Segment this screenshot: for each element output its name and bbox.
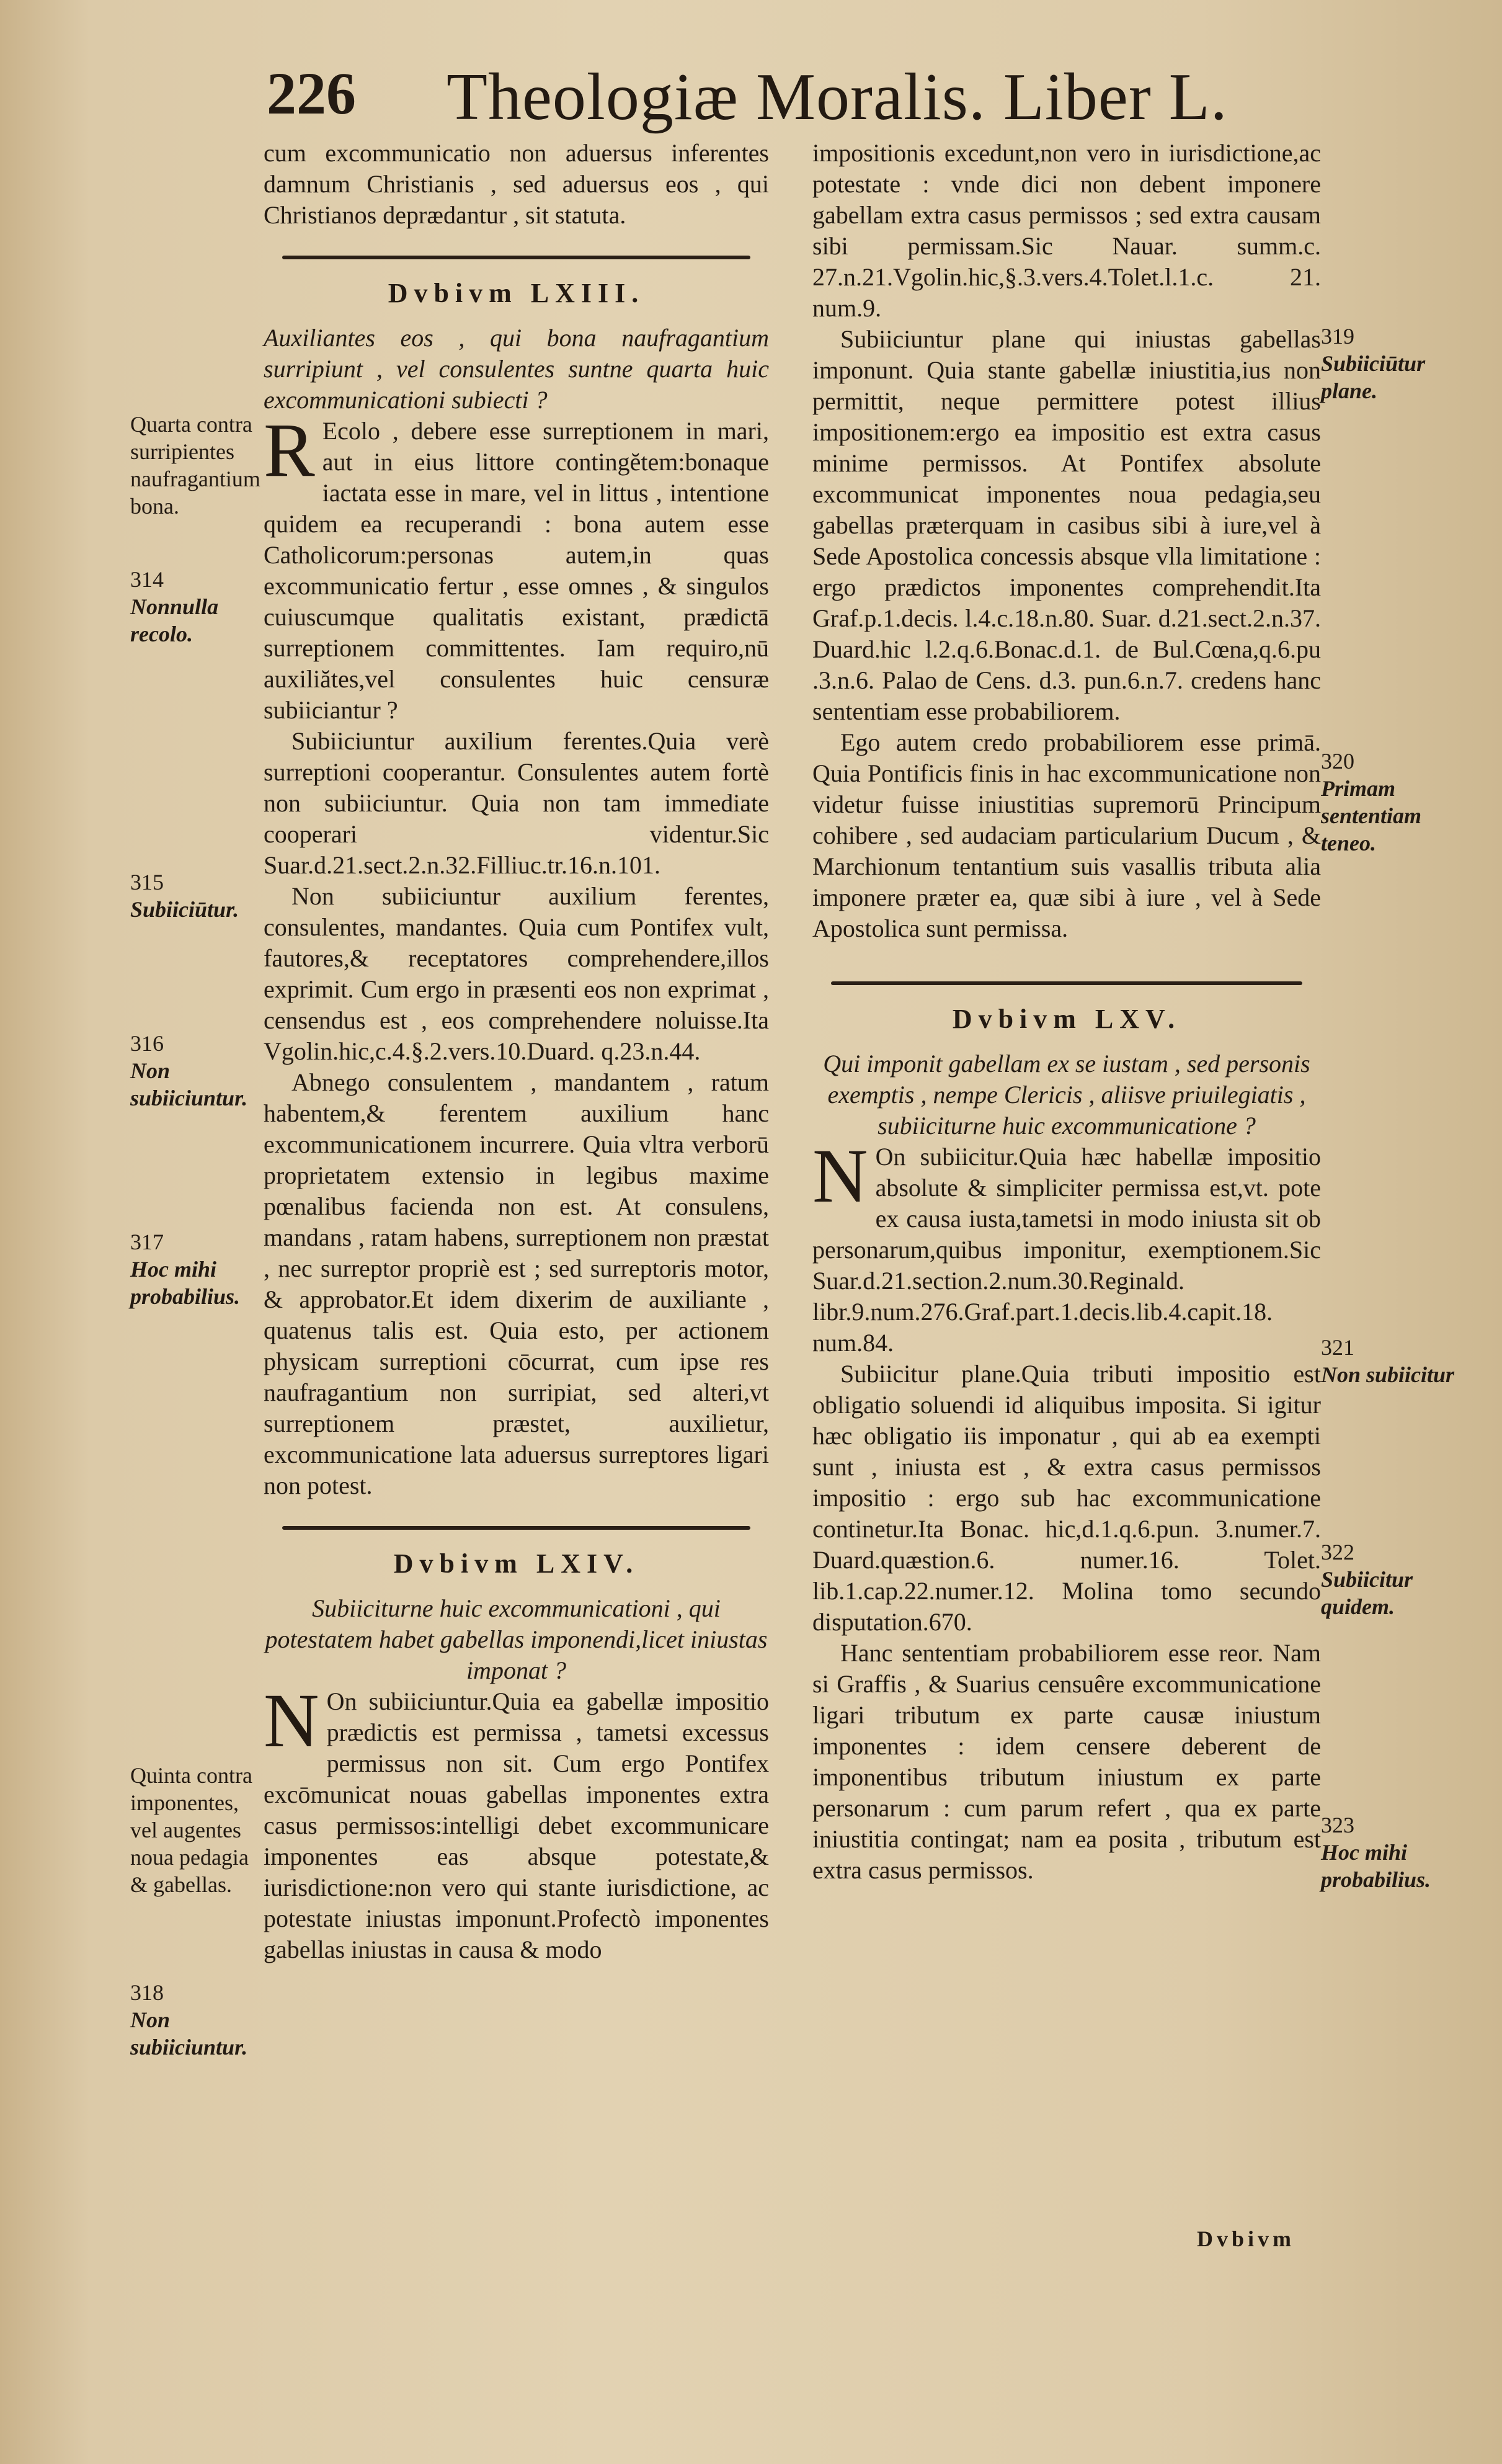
dubium-63-paragraph-2: Subiiciuntur auxilium ferentes.Quia verè surreptioni cooperantur. Consulentes autem fortè non subiiciuntur. Quia non tam immediate cooperari videntur.Sic Suar.d.21.sect.2.n.32.Filliuc.tr.16.n.101. [264,727,769,879]
margin-note-number: 317 [130,1230,164,1254]
paragraph-text: On subiicitur.Quia hæc habellæ impositio absolute & simpliciter permissa est,vt. pote ex causa iusta,tametsi in modo iniusta sit ob personarum,quibus imponitur, exemptionem.Sic Suar.d.21.section.2.num.30.Reginald. libr.9.num.276.Graf.part.1.decis.lib.4.capit.18. num.84. [812,1143,1321,1357]
margin-note-text: Quarta contra surripientes naufragantium bona. [130,412,260,519]
margin-note-text: Subiiciūtur plane. [1321,351,1426,403]
dubium-65-paragraph-2: Subiicitur plane.Quia tributi impositio est obligatio soluendi id aliquibus imposita. Si igitur hæc obligatio iis imponatur , qui ab ea exempti sunt , iniusta est , & extra casus permissos impositio : ergo sub hac excommunicatione continetur.Ita Bonac. hic,d.1.q.6.pun. 3.numer.7. Duard.quæstion.6. numer.16. Tolet. lib.1.cap.22.numer.12. Molina tomo secundo disputation.670. [812,1360,1321,1636]
margin-note-314 [130,566,260,648]
catchword: Dvbivm [1197,2226,1295,2251]
drop-cap: N [812,1133,868,1218]
continued-paragraph: impositionis excedunt,non vero in iurisdictione,ac potestate : vnde dici non debent imponere gabellam extra casus permissos ; sed extra causam sibi permissam.Sic Nauar. summ.c. 27.n.21.Vgolin.hic,§.3.vers.4.Tolet.l.1.c. 21. num.9. [812,139,1321,322]
drop-cap: R [264,408,315,493]
drop-cap: N [264,1678,319,1763]
left-column [264,138,769,1965]
dubium-63-paragraph-3: Non subiiciuntur auxilium ferentes, consulentes, mandantes. Quia cum Pontifex vult, fautores,& receptatores comprehendere,illos exprimit. Cum ergo in præsenti eos non exprimat , censendus est , eos comprehendere noluisse.Ita Vgolin.hic,c.4.§.2.vers.10.Duard. q.23.n.44. [264,882,769,1065]
section-divider [831,981,1302,985]
margin-note-quarta [130,411,260,520]
dubium-63-paragraph-1 [264,408,769,726]
page-number: 226 [267,60,356,127]
margin-note-number: 314 [130,567,164,592]
dubium-65-paragraph-1 [812,1133,1321,1359]
margin-note-text: Non subiiciuntur. [130,2007,248,2060]
section-divider [282,1526,750,1530]
margin-note-number: 316 [130,1031,164,1056]
margin-note-319 [1321,323,1464,404]
margin-note-text: Non subiiciuntur. [130,1058,248,1110]
margin-note-text: Hoc mihi probabilius. [130,1257,241,1309]
margin-note-322 [1321,1538,1464,1620]
margin-note-number: 319 [1321,324,1354,349]
margin-note-quinta [130,1762,260,1898]
margin-note-text: Quinta contra imponentes, vel augentes noua pedagia & gabellas. [130,1763,252,1897]
dubium-65-heading: Dvbivm LXV. [952,1004,1181,1034]
right-paragraph-2: Ego autem credo probabiliorem esse primā. Quia Pontificis finis in hac excommunicatione non videtur fuisse iniustitias supremorū Principum cohibere , sed audaciam particularium Ducum , & Marchionum tentantium suis vasallis tributa alia imponere præter ea, quæ sibi à iure , vel à Sede Apostolica sunt permissa. [812,728,1321,942]
dubium-63-question: Auxiliantes eos , qui bona naufragantium surripiunt , vel consulentes suntne quarta huic excommunicationi subiecti ? [264,324,769,414]
right-paragraph-1: Subiiciuntur plane qui iniustas gabellas imponunt. Quia stante gabellæ iniustitia,ius non permittit, neque permittere potest illius impositionem:ergo ea impositio est extra casus minime permissos. At Pontifex absolute excommunicat imponentes noua pedagia,seu gabellas præterquam in casibus sibi à iure,vel à Sede Apostolica concessis absque vlla limitatione : ergo prædictos imponentes comprehendit.Ita Graf.p.1.decis. l.4.c.18.n.80. Suar. d.21.sect.2.n.37. Duard.hic l.2.q.6.Bonac.d.1. de Bul.Cœna,q.6.pu .3.n.6. Palao de Cens. d.3. pun.6.n.7. credens hanc sententiam esse probabiliorem. [812,325,1321,725]
margin-note-text: Subiiciūtur. [130,897,239,922]
paragraph-text: Ecolo , debere esse surreptionem in mari, aut in eius littore contingĕtem:bonaque iactata esse in mare, vel in littus , intentione quidem ea recuperandi : bona autem esse Catholicorum:personas autem,in quas excommunicatio fertur , esse omnes , & singulos cuiuscumque qualitatis existant, prædictā surreptionem committentes. Iam requiro,nū auxiliătes,vel consulentes huic censuræ subiiciantur ? [264,417,769,724]
dubium-65-paragraph-3: Hanc sententiam probabiliorem esse reor. Nam si Graffis , & Suarius censuêre excommunicatione ligari tributum ex parte causæ iniustum imponentes : idem censere deberent de imponentibus tributum iniustum ex parte personarum : cum parum refert , qua ex parte iniustitia contingat; nam ea posita , tributum est extra casus permissos. [812,1639,1321,1884]
dubium-64-question: Subiiciturne huic excommunicationi , qui potestatem habet gabellas imponendi,licet iniustas imponat ? [265,1594,768,1684]
intro-paragraph: cum excommunicatio non aduersus inferentes damnum Christianis , sed aduersus eos , qui Christianos deprædantur , sit statuta. [264,139,769,229]
margin-note-number: 318 [130,1980,164,2005]
margin-note-320 [1321,748,1464,857]
margin-note-316 [130,1030,260,1112]
running-title: Theologiæ Moralis. Liber L. [447,60,1228,134]
margin-note-text: Subiicitur quidem. [1321,1567,1413,1619]
dubium-64-heading: Dvbivm LXIV. [393,1548,639,1579]
margin-note-text: Hoc mihi probabilius. [1321,1840,1431,1892]
page-header [267,59,1259,140]
margin-note-315 [130,868,260,923]
dubium-63-heading: Dvbivm LXIII. [388,278,645,308]
margin-note-321 [1321,1334,1464,1388]
dubium-65-question: Qui imponit gabellam ex se iustam , sed personis exemptis , nempe Clericis , aliisve priuilegiatis , subiiciturne huic excommunicatione ? [823,1050,1310,1140]
margin-note-318 [130,1979,260,2061]
margin-note-323 [1321,1811,1464,1893]
margin-note-number: 320 [1321,749,1354,774]
margin-note-number: 321 [1321,1335,1354,1360]
margin-note-number: 323 [1321,1813,1354,1837]
paragraph-text: On subiiciuntur.Quia ea gabellæ impositio prædictis est permissa , tametsi excessus permissus non sit. Cum ergo Pontifex excōmunicat nouas gabellas imponentes extra casus permissos:intelligi debet excommunicare imponentes eas absque potestate,& iurisdictione:non vero qui stante iurisdictione, ac potestate iniustas imponunt.Profectò imponentes gabellas iniustas in causa & modo [264,1687,769,1963]
right-column [812,138,1321,1886]
margin-note-text: Nonnulla recolo. [130,594,219,646]
dubium-64-paragraph-1 [264,1678,769,1965]
section-divider [282,256,750,259]
margin-note-text: Primam sententiam teneo. [1321,776,1422,855]
dubium-63-paragraph-4: Abnego consulentem , mandantem , ratum habentem,& ferentem auxilium hanc excommunicationem incurrere. Quia vltra verborū proprietatem extensio in legibus maxime pœnalibus facienda non est. At consulens, mandans , ratam habens, surreptionem non præstat , nec surreptor propriè est ; sed surreptoris motor, & approbator.Et idem dixerim de auxiliante , quatenus talis est. Quia esto, per actionem physicam surreptioni cōcurrat, cum ipse res naufragantium non surripiat, sed alteri,vt surreptionem præstet, auxilietur, excommunicatione lata aduersus surreptores ligari non potest. [264,1068,769,1499]
margin-note-number: 315 [130,870,164,895]
margin-note-text: Non subiicitur [1321,1362,1455,1387]
margin-note-number: 322 [1321,1540,1354,1565]
margin-note-317 [130,1228,260,1310]
